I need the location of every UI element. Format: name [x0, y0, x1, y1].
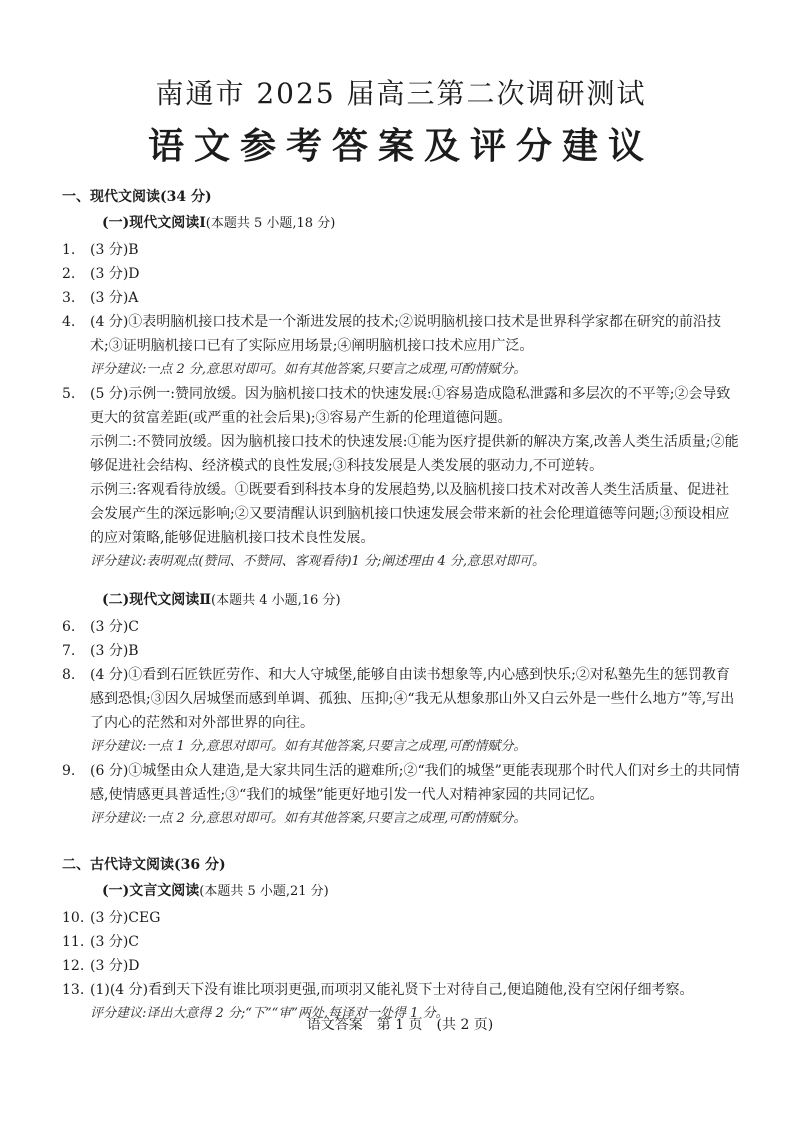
question-number: 4. [62, 314, 76, 330]
answer-q2 [62, 262, 740, 286]
question-number: 7. [62, 643, 76, 659]
section-1-heading: 一、现代文阅读(34 分) [62, 189, 212, 205]
answer-text: (3 分)D [90, 958, 140, 974]
answer-q5-example-3: 示例三:客观看待放缓。①既要看到科技本身的发展趋势,以及脑机接口技术对改善人类生活质量、促进社会发展产生的深远影响;②又要清醒认识到脑机接口快速发展会带来新的社会伦理道德等问题;③预设相应的应对策略,能够促进脑机接口技术良性发展。 [90, 482, 730, 546]
answer-q4 [62, 310, 740, 358]
answer-text: (3 分)CEG [90, 910, 161, 926]
answer-text: (4 分)①看到石匠铁匠劳作、和大人守城堡,能够自由读书想象等,内心感到快乐;②对私塾先生的惩罚教育感到恐惧;③因久居城堡而感到单调、孤独、压抑;④“我无从想象那山外又白云外是一些什么地方”等,写出了内心的茫然和对外部世界的向往。 [90, 667, 735, 731]
subsection-1-1 [102, 211, 740, 236]
question-number: 8. [62, 667, 76, 683]
answer-q11 [62, 930, 740, 954]
answer-q12 [62, 954, 740, 978]
question-number: 6. [62, 619, 76, 635]
subsection-note: (本题共 4 小题,16 分) [211, 593, 341, 608]
subsection-title: (二)现代文阅读Ⅱ [102, 592, 212, 608]
subsection-1-2 [102, 588, 740, 613]
answer-text: (5 分)示例一:赞同放缓。因为脑机接口技术的快速发展:①容易造成隐私泄露和多层次的不平等;②会导致更大的贫富差距(或严重的社会后果);③容易产生新的伦理道德问题。 [90, 386, 731, 426]
question-number: 3. [62, 290, 76, 306]
answer-q5 [62, 382, 740, 430]
scoring-note-q4: 评分建议:一点 2 分,意思对即可。如有其他答案,只要言之成理,可酌情赋分。 [90, 362, 527, 377]
document-title: 语文参考答案及评分建议 [147, 126, 654, 167]
answer-text: (6 分)①城堡由众人建造,是大家共同生活的避难所;②“我们的城堡”更能表现那个时代人们对乡土的共同情感,使情感更具普适性;③“我们的城堡”能更好地引发一代人对精神家园的共同记忆。 [90, 763, 740, 803]
question-number: 11. [62, 934, 85, 950]
question-number: 5. [62, 386, 76, 402]
answer-q5-example-2: 示例二:不赞同放缓。因为脑机接口技术的快速发展:①能为医疗提供新的解决方案,改善人类生活质量;②能够促进社会结构、经济模式的良性发展;③科技发展是人类发展的驱动力,不可逆转。 [90, 434, 739, 474]
answer-q9 [62, 759, 740, 807]
scoring-note-q5: 评分建议:表明观点(赞同、不赞同、客观看待)1 分;阐述理由 4 分,意思对即可。 [90, 554, 545, 569]
answer-text: (1)(4 分)看到天下没有谁比项羽更强,而项羽又能礼贤下士对待自己,便追随他,没有空闲仔细考察。 [90, 982, 694, 998]
section-2-heading: 二、古代诗文阅读(36 分) [62, 857, 226, 873]
answer-q10 [62, 906, 740, 930]
subsection-title: (一)文言文阅读 [102, 883, 200, 899]
exam-title: 南通市 2025 届高三第二次调研测试 [155, 77, 647, 110]
answer-q6 [62, 615, 740, 639]
question-number: 9. [62, 763, 76, 779]
scoring-note-q9: 评分建议:一点 2 分,意思对即可。如有其他答案,只要言之成理,可酌情赋分。 [90, 811, 527, 826]
subsection-note: (本题共 5 小题,21 分) [199, 884, 329, 899]
answer-q3 [62, 286, 740, 310]
answer-q7 [62, 639, 740, 663]
answer-text: (3 分)B [90, 242, 139, 258]
question-number: 2. [62, 266, 76, 282]
answer-text: (3 分)B [90, 643, 139, 659]
question-number: 13. [62, 982, 85, 998]
answer-q1 [62, 238, 740, 262]
question-number: 12. [62, 958, 85, 974]
answer-q13 [62, 978, 740, 1002]
answer-text: (3 分)C [90, 619, 139, 635]
answer-text: (4 分)①表明脑机接口技术是一个渐进发展的技术;②说明脑机接口技术是世界科学家都在研究的前沿技术;③证明脑机接口已有了实际应用场景;④阐明脑机接口技术应用广泛。 [90, 314, 721, 354]
question-number: 1. [62, 242, 76, 258]
page-footer: 语文答案 第 1 页 (共 2 页) [306, 1017, 494, 1033]
answer-text: (3 分)D [90, 266, 140, 282]
scoring-note-q13: 评分建议:译出大意得 2 分;“下”“审”两处,每译对一处得 1 分。 [90, 1006, 449, 1021]
subsection-title: (一)现代文阅读Ⅰ [102, 215, 206, 231]
answer-text: (3 分)C [90, 934, 139, 950]
subsection-2-1 [102, 879, 740, 904]
answer-text: (3 分)A [90, 290, 139, 306]
question-number: 10. [62, 910, 85, 926]
subsection-note: (本题共 5 小题,18 分) [205, 216, 336, 231]
answer-q8 [62, 663, 740, 735]
scoring-note-q8: 评分建议:一点 1 分,意思对即可。如有其他答案,只要言之成理,可酌情赋分。 [90, 739, 527, 754]
